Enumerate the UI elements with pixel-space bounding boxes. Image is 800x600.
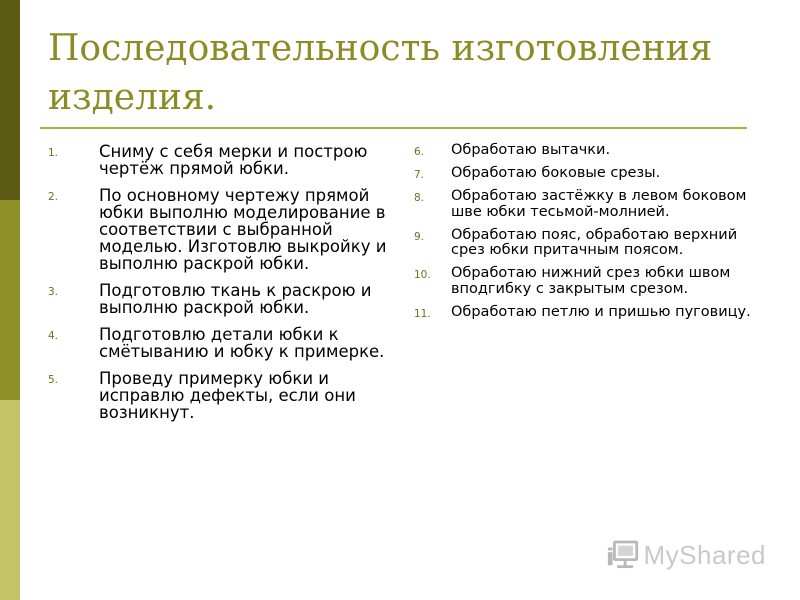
item-text: Обработаю боковые срезы.: [451, 165, 661, 181]
list-item: [414, 228, 764, 259]
watermark-logo: [606, 535, 766, 575]
list-item: [414, 305, 764, 321]
list-item: [48, 143, 393, 177]
item-text: Проведу примерку юбки и исправлю дефекты, если они возникнут.: [99, 369, 356, 422]
item-number: 2.: [48, 191, 59, 203]
item-text: Сниму с себя мерки и построю чертёж прямой юбки.: [99, 142, 368, 178]
item-text: Обработаю вытачки.: [451, 142, 611, 158]
presentation-board-icon: [606, 537, 640, 573]
item-number: 10.: [414, 269, 431, 281]
list-item: [414, 166, 764, 182]
list-item: [48, 282, 393, 316]
side-bar-top: [0, 0, 20, 200]
list-item: [414, 266, 764, 297]
item-number: 9.: [414, 230, 425, 243]
item-text: Обработаю застёжку в левом боковом шве юбки тесьмой-молнией.: [451, 188, 747, 220]
watermark-text: MyShared: [643, 540, 766, 570]
item-text: Подготовлю ткань к раскрою и выполню раскрой юбки.: [99, 281, 372, 317]
item-number: 8.: [414, 192, 425, 204]
item-number: 7.: [414, 169, 425, 181]
list-item: [414, 189, 764, 220]
side-bar-middle: [0, 200, 20, 400]
list-item: [48, 370, 393, 421]
item-text: Обработаю пояс, обработаю верхний срез юбки притачным поясом.: [451, 226, 738, 258]
slide-title: Последовательность изготовления изделия.: [48, 28, 713, 118]
item-text: Обработаю нижний срез юбки швом вподгибку с закрытым срезом.: [451, 265, 731, 297]
item-number: 3.: [48, 286, 59, 298]
steps-list-right: [414, 143, 764, 328]
item-number: 4.: [48, 330, 59, 342]
item-number: 5.: [48, 374, 59, 386]
side-bar-bottom: [0, 400, 20, 600]
item-number: 6.: [414, 146, 425, 158]
item-text: Обработаю петлю и пришью пуговицу.: [451, 303, 751, 320]
list-item: [414, 143, 764, 159]
steps-list-left: [48, 143, 393, 431]
list-item: [48, 187, 393, 272]
item-number: 1.: [48, 147, 59, 159]
list-item: [48, 326, 393, 360]
item-text: По основному чертежу прямой юбки выполню моделирование в соответствии с выбранной моделью. Изготовлю выкройку и выполню раскрой юбки.: [99, 186, 387, 273]
item-text: Подготовлю детали юбки к смётыванию и юбку к примерке.: [99, 325, 385, 361]
title-underline: [40, 127, 747, 129]
item-number: 11.: [414, 307, 431, 320]
